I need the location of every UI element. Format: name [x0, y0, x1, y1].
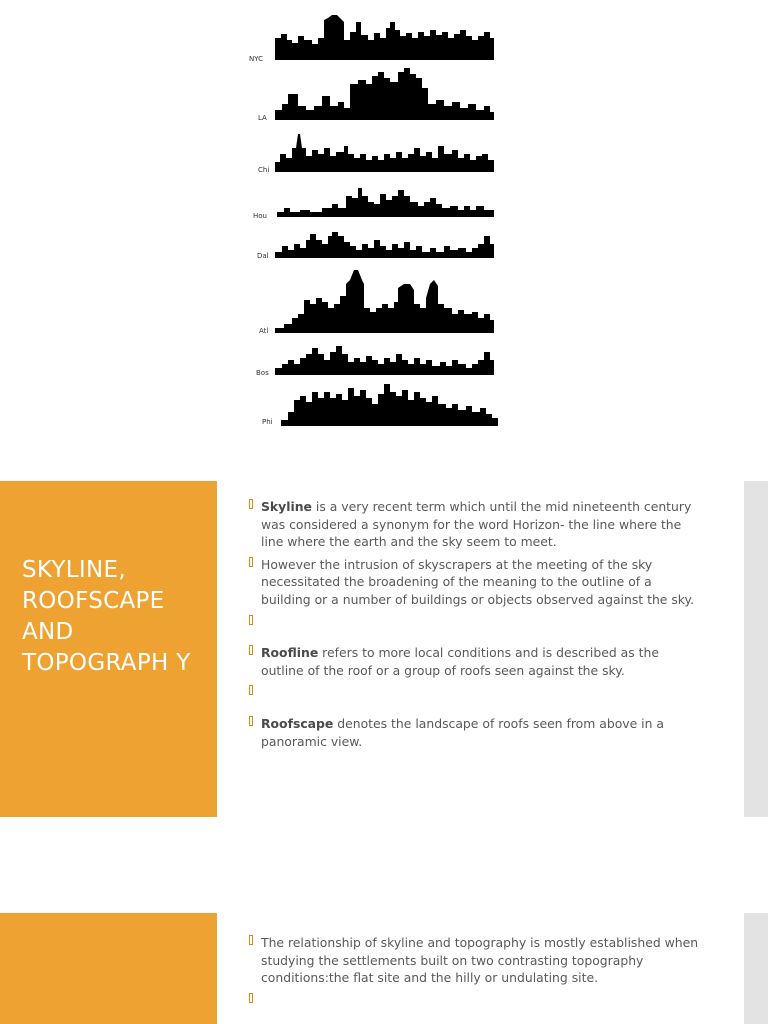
bullet-marker-icon: [249, 716, 253, 726]
skyline-phi: [262, 384, 498, 426]
city-label-chi: Chi: [258, 166, 270, 174]
city-label-hou: Hou: [253, 212, 267, 220]
slide1-side-strip: [744, 481, 768, 817]
skyline-nyc: [249, 15, 494, 63]
slide2-bullet-list: [249, 934, 699, 1022]
bullet-roofscape: [249, 715, 699, 750]
city-label-atl: Atl: [259, 327, 269, 335]
bullet-topography: [249, 934, 699, 987]
bullet-text: However the intrusion of skyscrapers at the meeting of the sky necessitated the broadening of the meaning to the outline of a building or a number of buildings or objects observed against the sky.: [261, 556, 695, 607]
term-roofscape: Roofscape: [261, 715, 334, 731]
skyline-dal: [257, 232, 494, 260]
skyline-bos: [256, 346, 494, 377]
bullet-text: denotes the landscape of roofs seen from above in a panoramic view.: [261, 715, 665, 749]
city-label-la: LA: [258, 114, 267, 122]
bullet-marker-icon: [249, 557, 253, 567]
bullet-marker-icon: [249, 685, 253, 695]
skyline-la: [258, 68, 494, 122]
bullet-skyscrapers: [249, 556, 699, 609]
bullet-empty: [249, 992, 699, 1010]
bullet-empty: [249, 614, 699, 632]
bullet-marker-icon: [249, 993, 253, 1003]
bullet-marker-icon: [249, 645, 253, 655]
skyline-hou: [253, 188, 494, 220]
term-roofline: Roofline: [261, 645, 319, 661]
city-label-nyc: NYC: [249, 55, 264, 63]
bullet-text: refers to more local conditions and is described as the outline of the roof or a group of roofs seen against the sky.: [261, 645, 659, 678]
city-label-dal: Dal: [257, 252, 269, 260]
skyline-atl: [259, 270, 494, 335]
slide1-bullet-list: [249, 498, 699, 750]
city-label-bos: Bos: [256, 369, 269, 377]
slide2-side-strip: [744, 913, 768, 1024]
bullet-text: is a very recent term which until the mid nineteenth century was considered a synonym for the word Horizon- the line where the line where the earth and the sky seem to meet.: [261, 499, 692, 550]
city-skylines-figure: [240, 8, 510, 438]
bullet-roofline: [249, 644, 699, 679]
bullet-marker-icon: [249, 615, 253, 625]
skyline-chi: [258, 134, 494, 174]
bullet-marker-icon: [249, 499, 253, 509]
city-label-phi: Phi: [262, 418, 273, 426]
term-skyline: Skyline: [261, 499, 312, 514]
bullet-text: The relationship of skyline and topography is mostly established when studying the settlements built on two contrasting topography conditions:the flat site and the hilly or undulating site.: [261, 935, 699, 986]
bullet-empty: [249, 684, 699, 702]
bullet-marker-icon: [249, 935, 253, 945]
slide2-title-panel: [0, 913, 217, 1024]
slide1-title: SKYLINE, ROOFSCAPE AND TOPOGRAPH Y: [22, 557, 191, 676]
bullet-skyline: [249, 498, 699, 551]
